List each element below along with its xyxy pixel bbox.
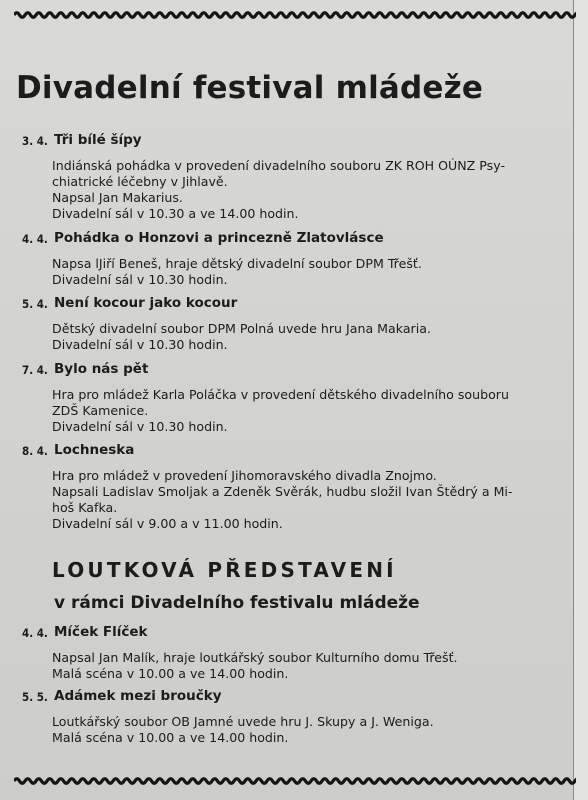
event-title: Lochneska: [54, 442, 135, 458]
bottom-wavy-border: [14, 774, 576, 788]
event-description: [52, 650, 572, 682]
event-description: [52, 158, 572, 222]
top-wavy-border: [14, 8, 576, 22]
section-subtitle: v rámci Divadelního festivalu mládeže: [54, 593, 420, 613]
event-description: [52, 321, 572, 353]
event-title: Není kocour jako kocour: [54, 295, 238, 311]
event-date: 5. 5.: [22, 690, 48, 704]
event-date: 3. 4.: [22, 134, 48, 148]
event-line: Indiánská pohádka v provedení divadelního souboru ZK ROH OÚNZ Psy-: [52, 158, 506, 173]
event-title: Míček Flíček: [54, 624, 148, 640]
event-line: Divadelní sál v 9.00 a v 11.00 hodin.: [52, 516, 283, 531]
event-line: ZDŠ Kamenice.: [52, 403, 149, 418]
event-line: Divadelní sál v 10.30 hodin.: [52, 272, 228, 287]
event-line: Hra pro mládež v provedení Jihomoravského divadla Znojmo.: [52, 468, 437, 483]
event-line: Napsal Jan Malík, hraje loutkářský soubor Kulturního domu Třešť.: [52, 650, 458, 665]
page-edge: [573, 0, 588, 800]
event-date: 4. 4.: [22, 626, 48, 640]
event-date: 7. 4.: [22, 363, 48, 377]
event-date: 4. 4.: [22, 232, 48, 246]
event-line: Dětský divadelní soubor DPM Polná uvede hru Jana Makaria.: [52, 321, 431, 336]
event-line: Divadelní sál v 10.30 hodin.: [52, 337, 228, 352]
event-line: Napsal Jan Makarius.: [52, 190, 183, 205]
event-line: Divadelní sál v 10.30 a ve 14.00 hodin.: [52, 206, 299, 221]
event-line: hoš Kafka.: [52, 500, 118, 515]
event-title: Pohádka o Honzovi a princezně Zlatovlásce: [54, 230, 384, 246]
event-line: Malá scéna v 10.00 a ve 14.00 hodin.: [52, 730, 289, 745]
event-title: Bylo nás pět: [54, 361, 149, 377]
event-title: Tři bílé šípy: [54, 132, 142, 148]
event-date: 5. 4.: [22, 297, 48, 311]
event-description: [52, 714, 572, 746]
event-date: 8. 4.: [22, 444, 48, 458]
page-title: Divadelní festival mládeže: [16, 70, 484, 106]
event-line: Napsa lJiří Beneš, hraje dětský divadelní soubor DPM Třešť.: [52, 256, 422, 271]
event-line: Loutkářský soubor OB Jamné uvede hru J. Skupy a J. Weniga.: [52, 714, 434, 729]
event-line: Divadelní sál v 10.30 hodin.: [52, 419, 228, 434]
event-line: Hra pro mládež Karla Poláčka v provedení dětského divadelního souboru: [52, 387, 509, 402]
event-description: [52, 256, 572, 288]
event-line: chiatrické léčebny v Jihlavě.: [52, 174, 228, 189]
event-description: [52, 387, 572, 435]
section-title: LOUTKOVÁ PŘEDSTAVENÍ: [52, 558, 397, 582]
event-title: Adámek mezi broučky: [54, 688, 222, 704]
event-description: [52, 468, 572, 532]
event-line: Napsali Ladislav Smoljak a Zdeněk Svěrák, hudbu složil Ivan Štědrý a Mi-: [52, 484, 513, 499]
event-line: Malá scéna v 10.00 a ve 14.00 hodin.: [52, 666, 289, 681]
